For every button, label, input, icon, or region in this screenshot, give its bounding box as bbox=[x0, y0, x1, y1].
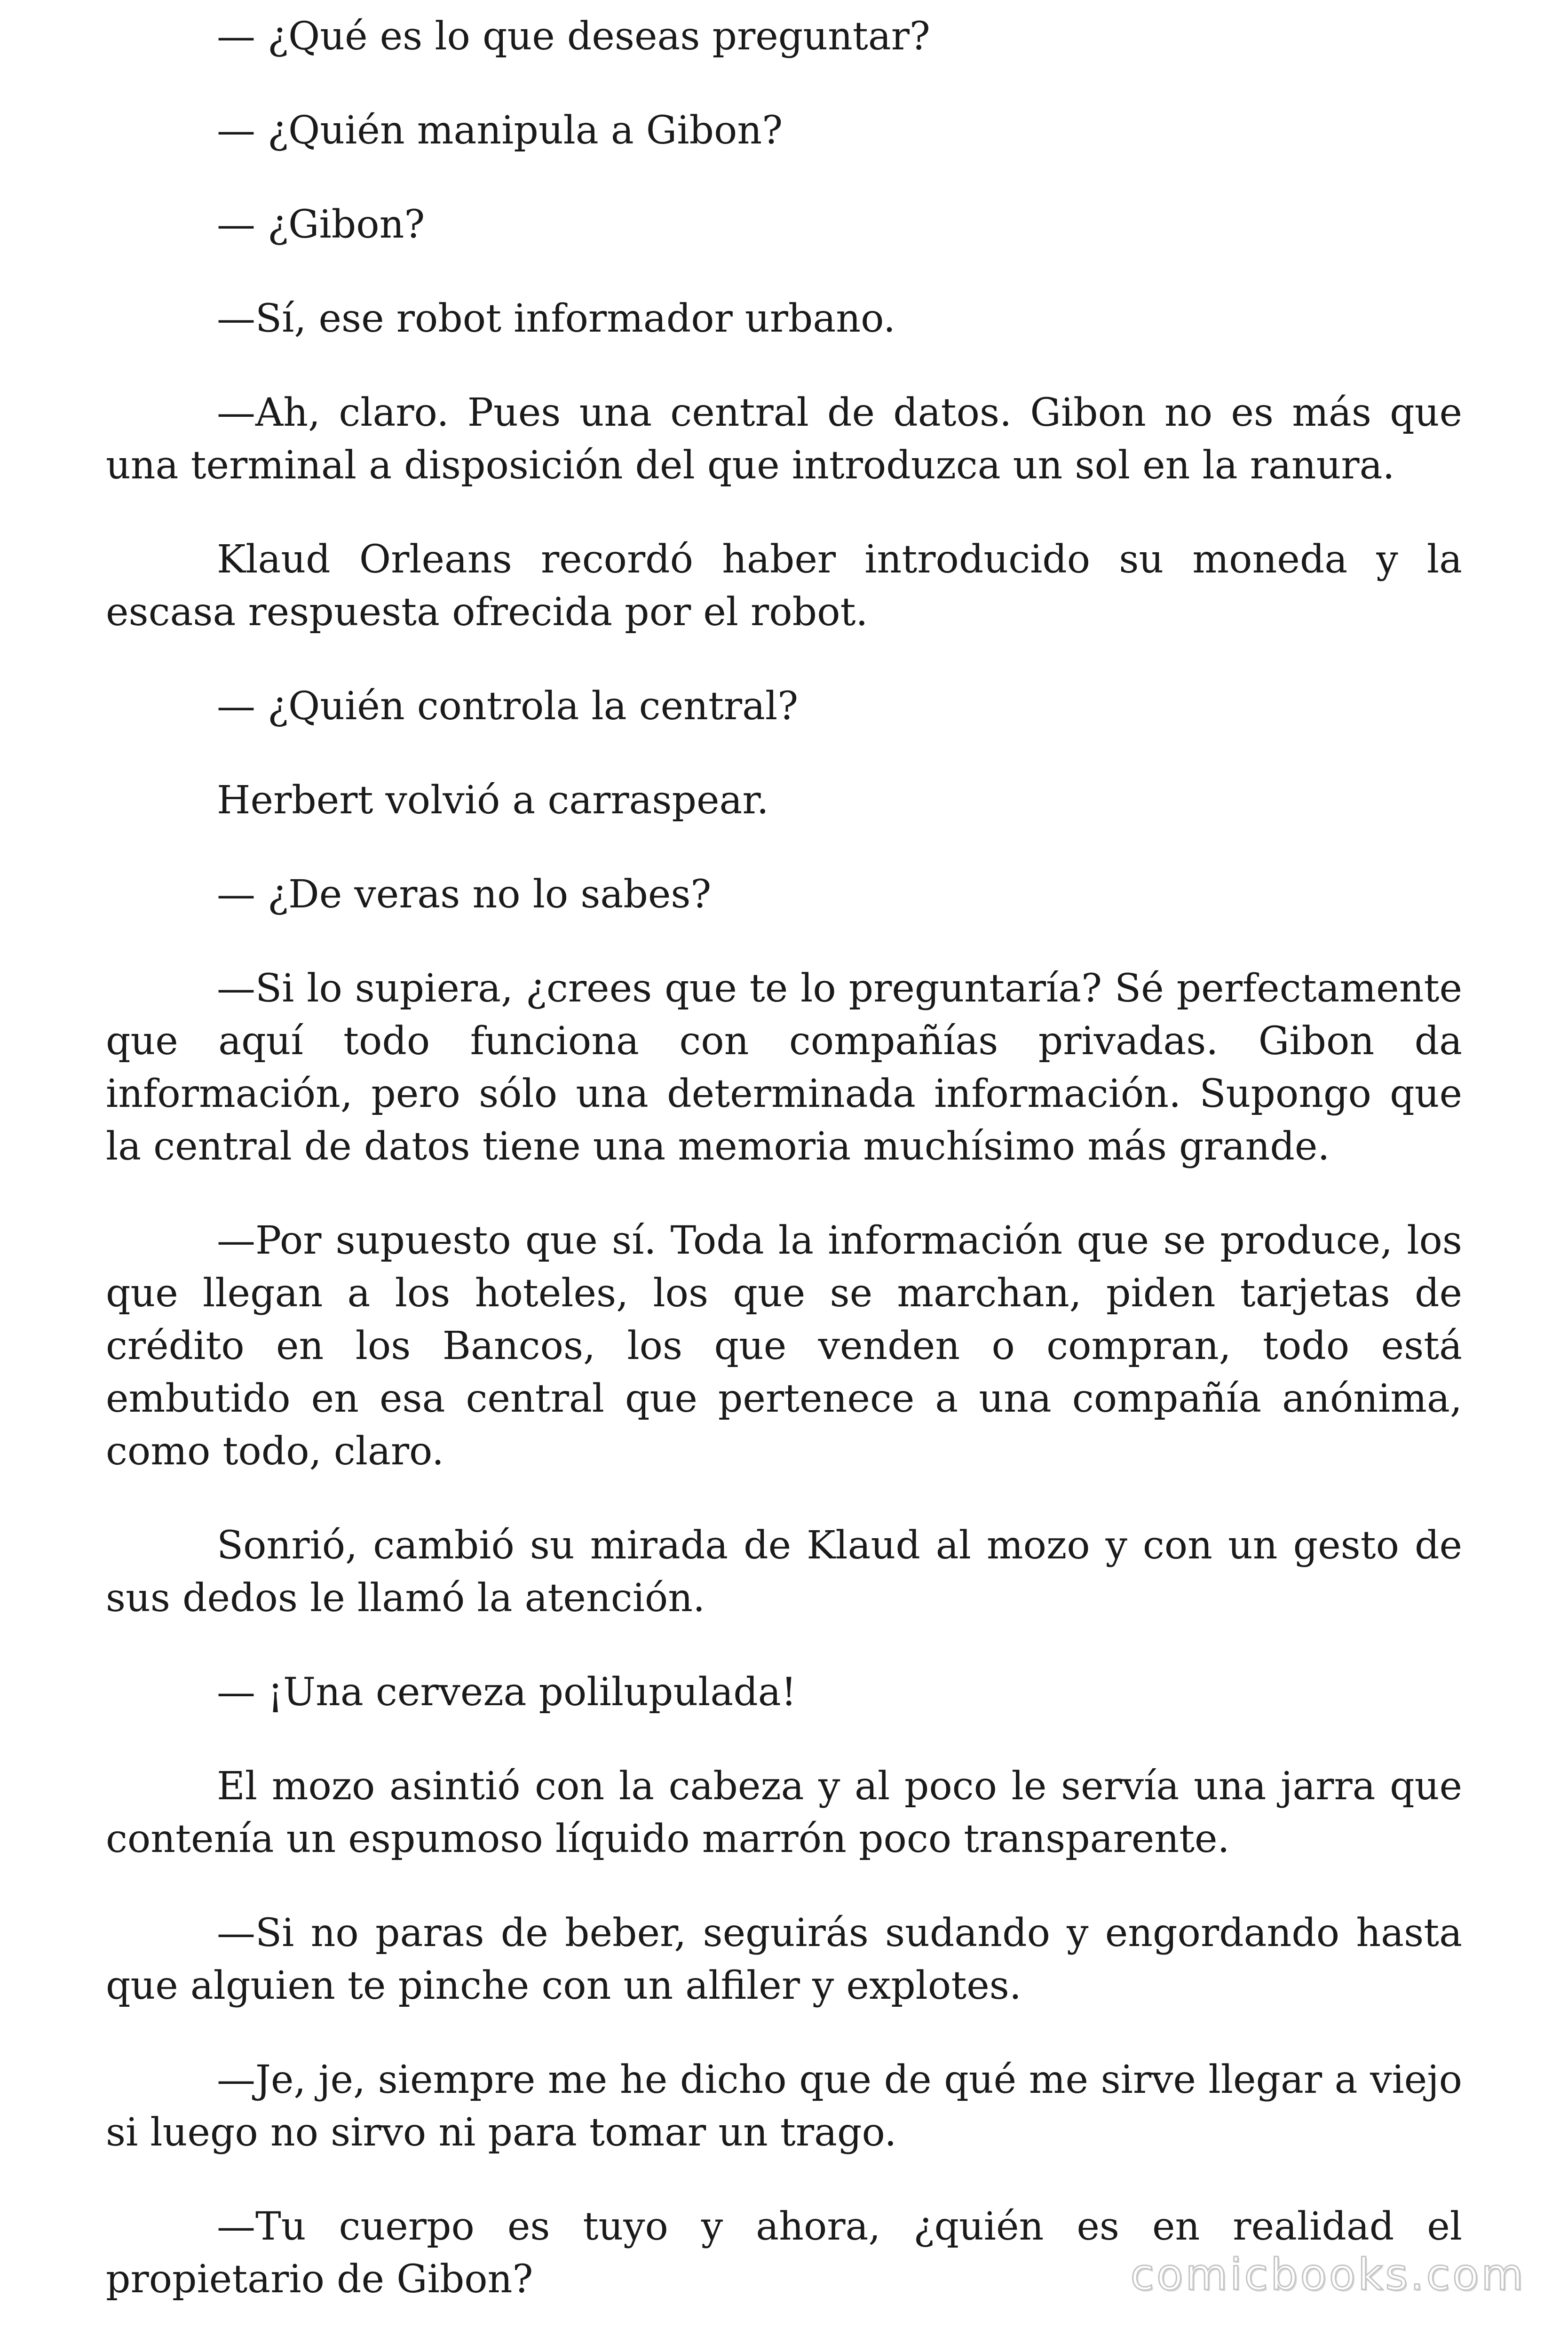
paragraph: — ¿De veras no lo sabes? bbox=[217, 872, 712, 917]
paragraph: —Tu cuerpo es tuyo y ahora, ¿quién es en realidad el propietario de Gibon? bbox=[106, 2204, 1462, 2302]
paragraph: —Je, je, siempre me he dicho que de qué me sirve llegar a viejo si luego no sirvo ni para tomar un trago. bbox=[106, 2058, 1462, 2155]
paragraph: — ¡Una cerveza polilupulada! bbox=[217, 1670, 797, 1715]
paragraph: —Sí, ese robot informador urbano. bbox=[217, 296, 896, 341]
paragraph: Sonrió, cambió su mirada de Klaud al mozo y con un gesto de sus dedos le llamó la atención. bbox=[106, 1523, 1462, 1621]
paragraph: —Ah, claro. Pues una central de datos. Gibon no es más que una terminal a disposición del que introduzca un sol en la ranura. bbox=[106, 390, 1462, 488]
paragraph: — ¿Quién manipula a Gibon? bbox=[217, 108, 783, 153]
paragraph: — ¿Gibon? bbox=[217, 202, 425, 247]
paragraph: —Si lo supiera, ¿crees que te lo preguntaría? Sé perfectamente que aquí todo funciona con compañías privadas. Gibon da información, pero sólo una determinada información. Supongo que la central de datos tiene una memoria muchísimo más grande. bbox=[106, 966, 1462, 1169]
paragraph: —Por supuesto que sí. Toda la información que se produce, los que llegan a los hoteles, los que se marchan, piden tarjetas de crédito en los Bancos, los que venden o compran, todo está embutido en esa central que pertenece a una compañía anónima, como todo, claro. bbox=[106, 1218, 1462, 1474]
paragraph: Herbert volvió a carraspear. bbox=[217, 778, 769, 823]
paragraph: Klaud Orleans recordó haber introducido su moneda y la escasa respuesta ofrecida por el robot. bbox=[106, 537, 1462, 635]
paragraph: — ¿Quién controla la central? bbox=[217, 684, 799, 729]
watermark: comicbooks.com bbox=[1130, 2249, 1526, 2300]
paragraph: — ¿Qué es lo que deseas preguntar? bbox=[217, 14, 930, 59]
paragraph: El mozo asintió con la cabeza y al poco le servía una jarra que contenía un espumoso líquido marrón poco transparente. bbox=[106, 1764, 1462, 1861]
paragraph: —Si no paras de beber, seguirás sudando y engordando hasta que alguien te pinche con un alfiler y explotes. bbox=[106, 1911, 1462, 2008]
